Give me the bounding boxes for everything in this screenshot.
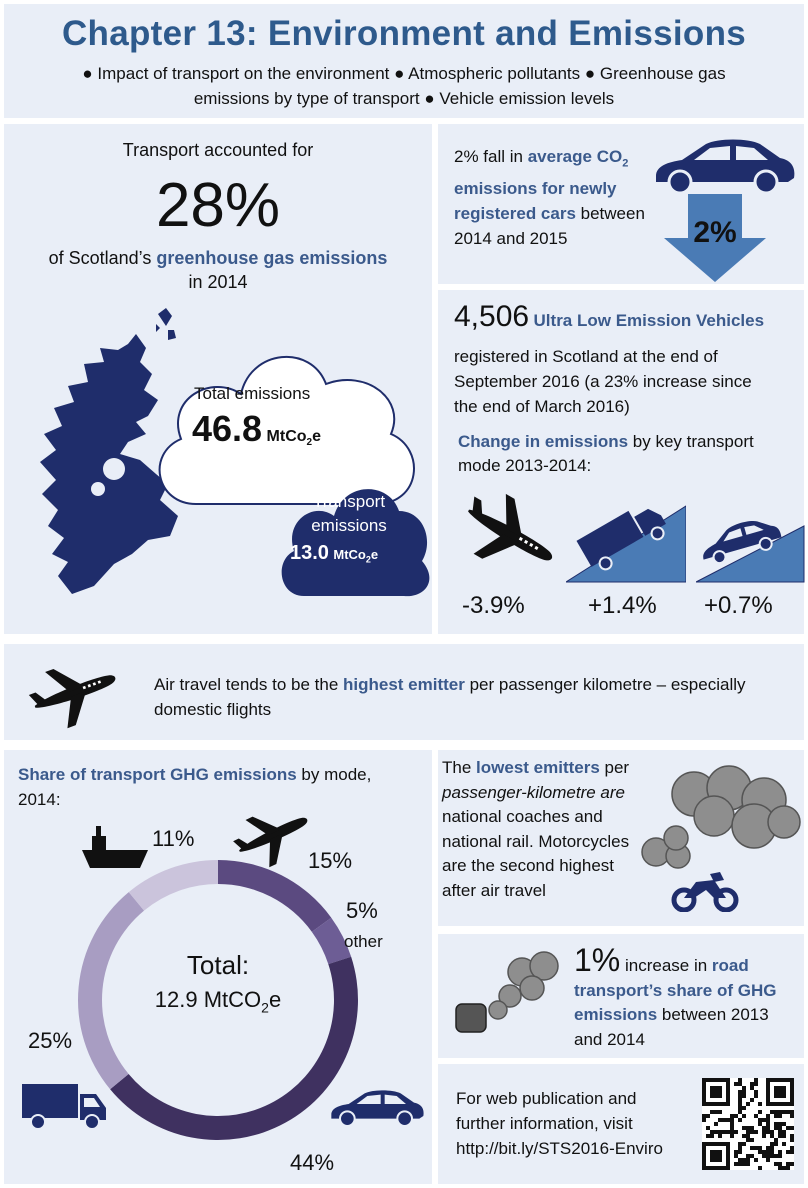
label-car: 44%: [290, 1150, 335, 1175]
co2-panel: [438, 124, 804, 284]
car-icon: [326, 1086, 426, 1130]
road-transport-panel: [438, 934, 804, 1058]
share-panel: [4, 750, 432, 1184]
header-subtitle-1: ● Impact of transport on the environment ● Atmospheric pollutants ● Greenhouse gas: [82, 64, 726, 83]
plane-icon: [456, 490, 566, 580]
plane-icon: [16, 652, 136, 732]
car-icon: [648, 136, 798, 196]
co2-text: 2% fall in average $CO_2$ emissions for newly registered cars between 2014 and 2015: [454, 147, 645, 249]
ulev-panel: [438, 290, 804, 634]
web-panel: [438, 1064, 804, 1184]
ghg-panel: [4, 124, 432, 634]
header-subtitle-2: emissions by type of transport ● Vehicle emission levels: [193, 89, 615, 108]
road-transport-text: 1% increase in road transport’s share of GHG emissions between 2013 and 2014: [574, 942, 777, 1049]
change-value-air: -3.9%: [462, 592, 525, 619]
lowest-emitters-text: The lowest emitters per passenger-kilometre are national coaches and national rail. Motorcycles are the second highest after air travel: [442, 758, 630, 900]
label-other-percent: 5%: [346, 898, 378, 923]
share-title: Share of transport GHG emissions by mode, 2014:: [18, 765, 372, 809]
smoke-cloud-icon: [634, 764, 804, 874]
label-other: other: [344, 932, 383, 951]
ulev-description: registered in Scotland at the end of September 2016 (a 23% increase since the end of March 2016): [454, 347, 752, 416]
total-emissions-label: Total emissions: [194, 384, 311, 403]
change-value-car: +0.7%: [704, 592, 773, 619]
motorcycle-icon: [670, 868, 740, 912]
ghg-year: in 2014: [188, 272, 248, 292]
web-text: For web publication and further information, visit http://bit.ly/STS2016-Enviro: [456, 1086, 663, 1161]
change-value-truck: +1.4%: [588, 592, 657, 619]
car-slope-icon: [696, 506, 806, 586]
page-title: Chapter 13: Environment and Emissions: [61, 14, 747, 53]
truck-icon: [20, 1080, 110, 1132]
ghg-line: of Scotland’s greenhouse gas emissions: [48, 248, 388, 268]
web-link[interactable]: http://bit.ly/STS2016-Enviro: [456, 1139, 663, 1158]
label-ship: 11%: [152, 826, 195, 851]
qr-code-icon[interactable]: [702, 1078, 794, 1170]
co2-arrow-label: 2%: [693, 216, 737, 249]
donut-center-label: Total: 12.9 MtCO$_2$e: [154, 950, 282, 1016]
total-emissions-value: 46.8 MtCo$_2$e: [192, 408, 321, 449]
label-plane: 15%: [308, 848, 353, 873]
ship-icon: [80, 822, 150, 872]
ghg-intro: Transport accounted for: [122, 140, 314, 160]
transport-emissions-value: 13.0 MtCo$_2$e: [290, 542, 379, 565]
ghg-big-percent: 28%: [155, 171, 281, 240]
lowest-emitters-panel: [438, 750, 804, 926]
air-travel-panel: [4, 644, 804, 740]
truck-slope-icon: [566, 496, 686, 586]
air-travel-text: Air travel tends to be the highest emitter per passenger kilometre – especially domestic flights: [154, 675, 746, 719]
ulev-headline: 4,506 Ultra Low Emission Vehicles: [454, 300, 765, 333]
header-panel: [4, 4, 804, 118]
change-heading: Change in emissions by key transport mode 2013-2014:: [458, 432, 754, 475]
exhaust-smoke-icon: [452, 948, 572, 1038]
transport-emissions-label: Transport emissions: [311, 492, 387, 535]
label-truck: 25%: [28, 1028, 73, 1053]
